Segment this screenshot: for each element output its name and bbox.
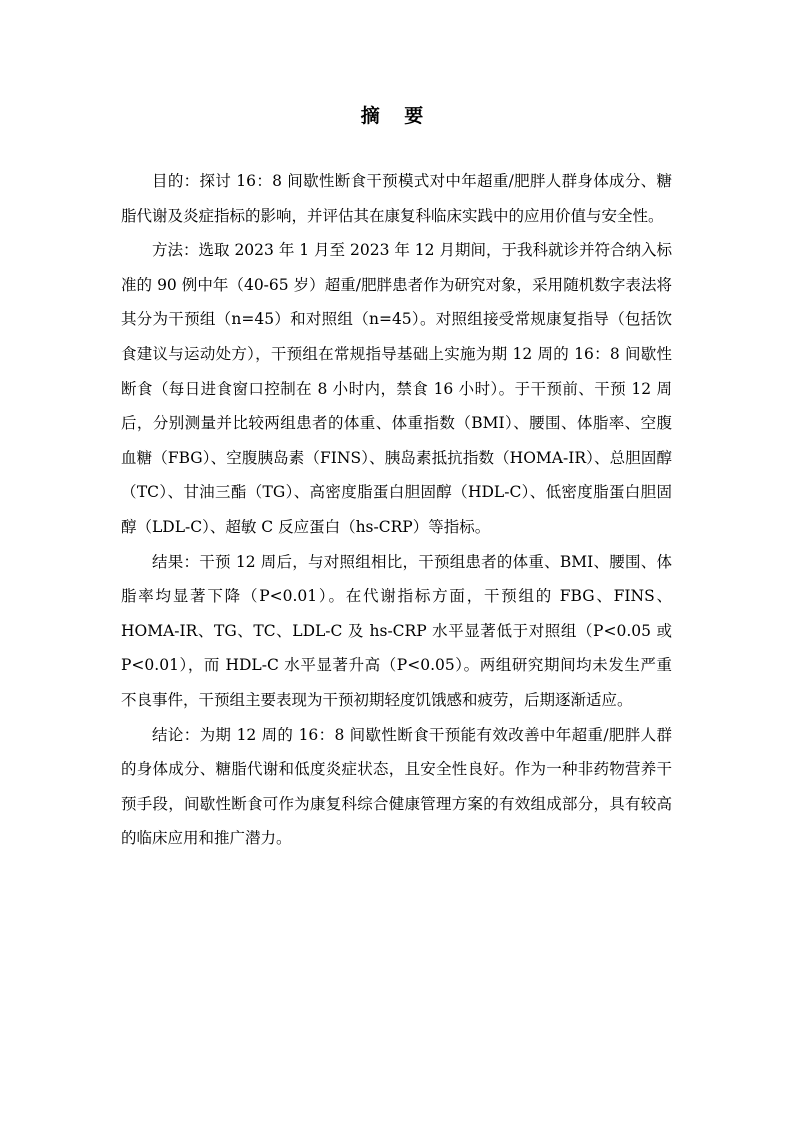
paragraph-methods: 方法：选取 2023 年 1 月至 2023 年 12 月期间，于我科就诊并符合纳入标准的 90 例中年（40-65 岁）超重/肥胖患者作为研究对象，采用随机数字表法将其分为干预组（n=45）和对照组（n=45）。对照组接受常规康复指导（包括饮食建议与运动处方），干预组在常规指导基础上实施为期 12 周的 16：8 间歇性断食（每日进食窗口控制在 8 小时内，禁食 16 小时）。于干预前、干预 12 周后，分别测量并比较两组患者的体重、体重指数（BMI）、腰围、体脂率、空腹血糖（FBG）、空腹胰岛素（FINS）、胰岛素抵抗指数（HOMA-IR）、总胆固醇（TC）、甘油三酯（TG）、高密度脂蛋白胆固醇（HDL-C）、低密度脂蛋白胆固醇（LDL-C）、超敏 C 反应蛋白（hs-CRP）等指标。 <box>121 241 672 536</box>
paragraph-objective: 目的：探讨 16：8 间歇性断食干预模式对中年超重/肥胖人群身体成分、糖脂代谢及炎症指标的影响，并评估其在康复科临床实践中的应用价值与安全性。 <box>121 172 672 225</box>
paragraph-conclusion: 结论：为期 12 周的 16：8 间歇性断食干预能有效改善中年超重/肥胖人群的身体成分、糖脂代谢和低度炎症状态，且安全性良好。作为一种非药物营养干预手段，间歇性断食可作为康复科综合健康管理方案的有效组成部分，具有较高的临床应用和推广潜力。 <box>121 725 672 848</box>
abstract-body <box>121 164 672 856</box>
abstract-title: 摘 要 <box>360 105 433 127</box>
paragraph-results: 结果：干预 12 周后，与对照组相比，干预组患者的体重、BMI、腰围、体脂率均显著下降（P<0.01）。在代谢指标方面，干预组的 FBG、FINS、HOMA-IR、TG、TC、LDL-C 及 hs-CRP 水平显著低于对照组（P<0.05 或 P<0.01），而 HDL-C 水平显著升高（P<0.05）。两组研究期间均未发生严重不良事件，干预组主要表现为干预初期轻度饥饿感和疲劳，后期逐渐适应。 <box>121 552 672 709</box>
